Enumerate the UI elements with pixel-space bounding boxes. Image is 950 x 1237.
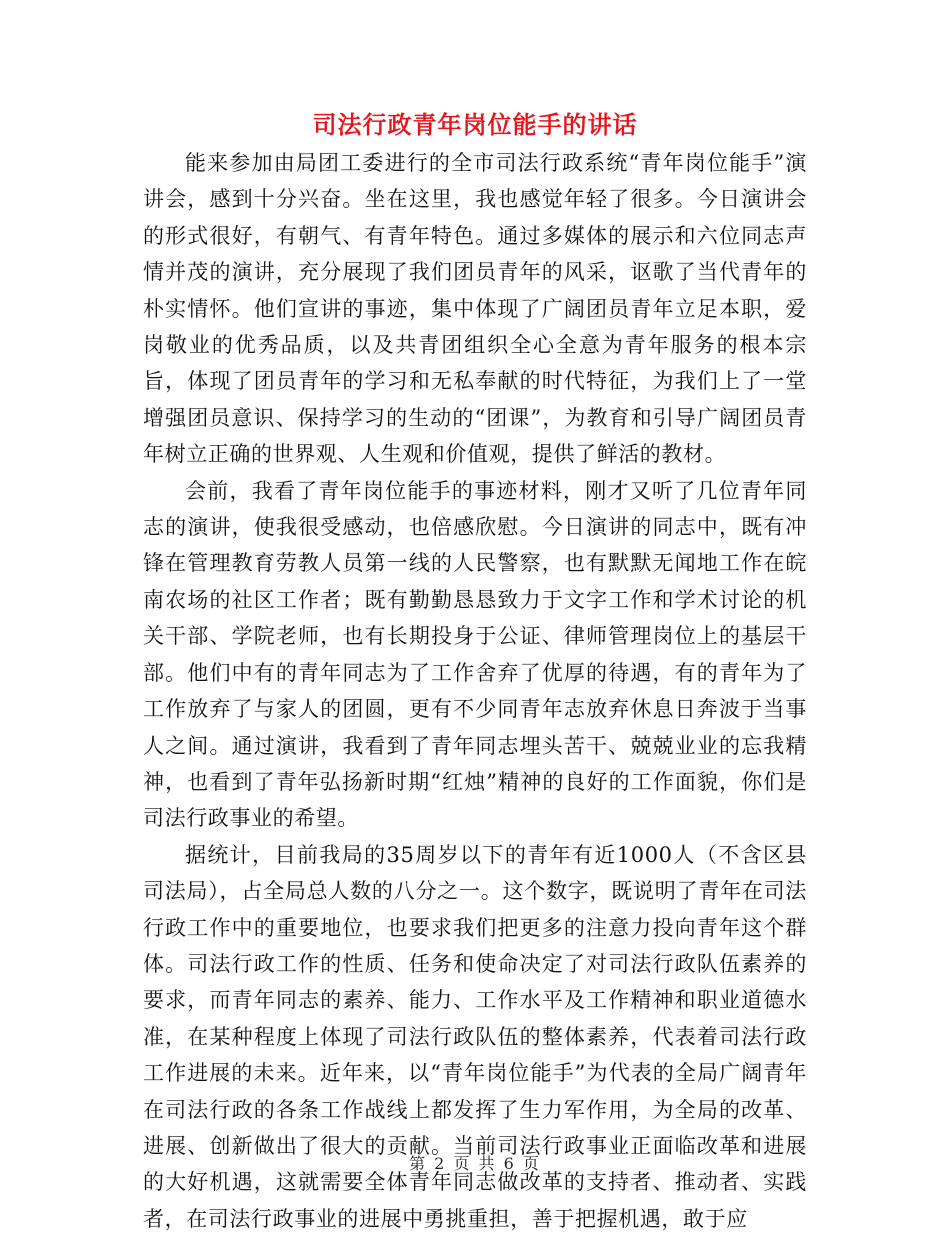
paragraph: 会前，我看了青年岗位能手的事迹材料，刚才又听了几位青年同志的演讲，使我很受感动，也倍感欣慰。今日演讲的同志中，既有冲锋在管理教育劳教人员第一线的人民警察，也有默默无闻地工作在皖南农场的社区工作者；既有勤勤恳恳致力于文字工作和学术讨论的机关干部、学院老师，也有长期投身于公证、律师管理岗位上的基层干部。他们中有的青年同志为了工作舍弃了优厚的待遇，有的青年为了工作放弃了与家人的团圆，更有不少同青年志放弃休息日奔波于当事人之间。通过演讲，我看到了青年同志埋头苦干、兢兢业业的忘我精神，也看到了青年弘扬新时期“红烛”精神的良好的工作面貌，你们是司法行政事业的希望。 — [143, 478, 807, 831]
document-body — [143, 145, 807, 1237]
page-number-footer: 第 2 页 共 6 页 — [409, 1154, 541, 1173]
paragraph: 能来参加由局团工委进行的全市司法行政系统“青年岗位能手”演讲会，感到十分兴奋。坐在这里，我也感觉年轻了很多。今日演讲会的形式很好，有朝气、有青年特色。通过多媒体的展示和六位同志声情并茂的演讲，充分展现了我们团员青年的风采，讴歌了当代青年的朴实情怀。他们宣讲的事迹，集中体现了广阔团员青年立足本职，爱岗敬业的优秀品质，以及共青团组织全心全意为青年服务的根本宗旨，体现了团员青年的学习和无私奉献的时代特征，为我们上了一堂增强团员意识、保持学习的生动的“团课”，为教育和引导广阔团员青年树立正确的世界观、人生观和价值观，提供了鲜活的教材。 — [143, 151, 807, 467]
document-title: 司法行政青年岗位能手的讲话 — [312, 111, 638, 139]
paragraph: 据统计，目前我局的35周岁以下的青年有近1000人（不含区县司法局），占全局总人数的八分之一。这个数字，既说明了青年在司法行政工作中的重要地位，也要求我们把更多的注意力投向青年这个群体。司法行政工作的性质、任务和使命决定了对司法行政队伍素养的要求，而青年同志的素养、能力、工作水平及工作精神和职业道德水准，在某种程度上体现了司法行政队伍的整体素养，代表着司法行政工作进展的未来。近年来，以“青年岗位能手”为代表的全局广阔青年在司法行政的各条工作战线上都发挥了生力军作用，为全局的改革、进展、创新做出了很大的贡献。当前司法行政事业正面临改革和进展的大好机遇，这就需要全体青年同志做改革的支持者、推动者、实践者，在司法行政事业的进展中勇挑重担，善于把握机遇，敢于应 — [143, 842, 807, 1231]
